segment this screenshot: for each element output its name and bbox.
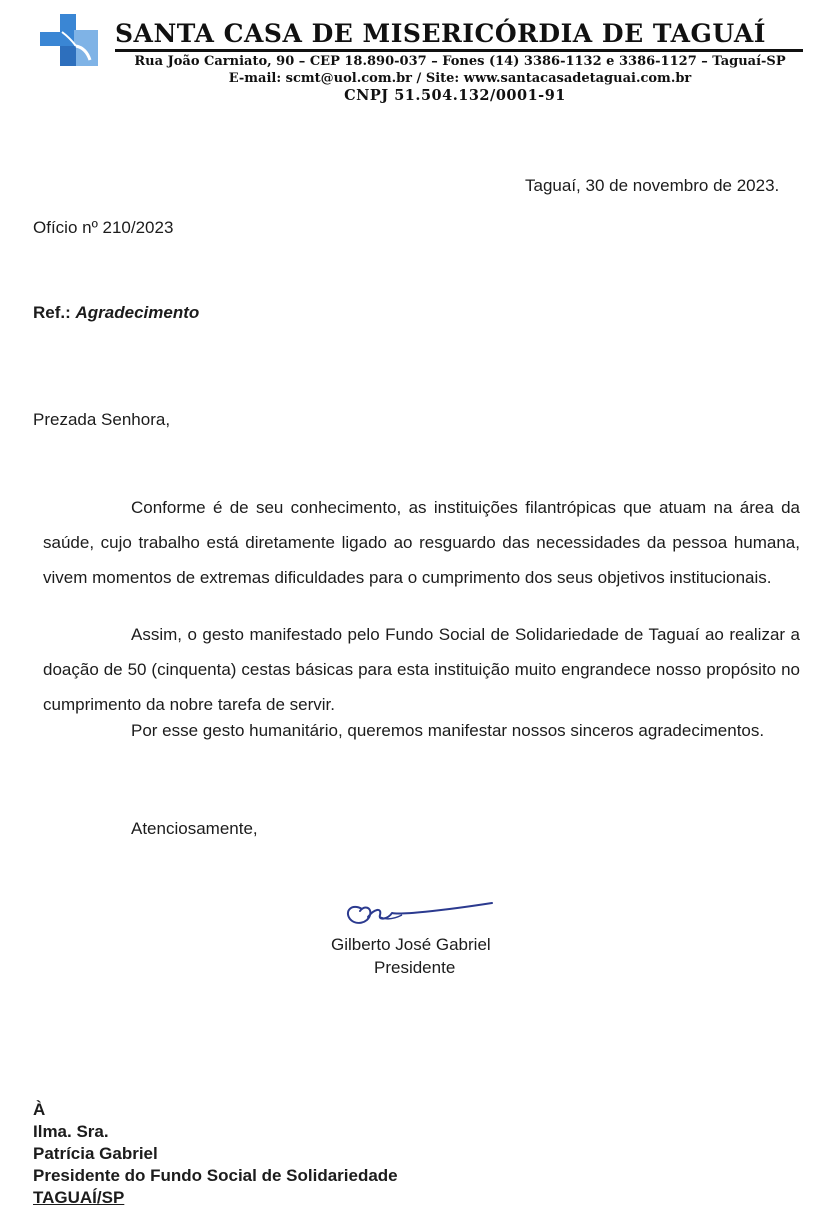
reference-subject: Agradecimento bbox=[75, 303, 200, 322]
reference-line bbox=[33, 303, 199, 323]
body-paragraph-3: Por esse gesto humanitário, queremos manifestar nossos sinceros agradecimentos. bbox=[131, 721, 765, 740]
oficio-number: Ofício nº 210/2023 bbox=[33, 218, 174, 237]
body-paragraph-2: Assim, o gesto manifestado pelo Fundo Social de Solidariedade de Taguaí ao realizar a doação de 50 (cinquenta) cestas básicas para esta instituição muito engrandece nosso propósito no cumprimento da nobre tarefa de servir. bbox=[43, 625, 800, 714]
salutation: Prezada Senhora, bbox=[33, 410, 171, 429]
blue-cross-logo-icon bbox=[40, 14, 98, 66]
recipient-name: Patrícia Gabriel bbox=[33, 1144, 158, 1163]
recipient-role: Presidente do Fundo Social de Solidariedade bbox=[33, 1166, 398, 1185]
recipient-honorific: Ilma. Sra. bbox=[33, 1122, 109, 1141]
contact-line: E-mail: scmt@uol.com.br / Site: www.santacasadetaguai.com.br bbox=[228, 71, 692, 86]
body-paragraph-1: Conforme é de seu conhecimento, as instituições filantrópicas que atuam na área da saúde, cujo trabalho está diretamente ligado ao resguardo das necessidades da pessoa humana, vivem momentos de extremas dificuldades para o cumprimento dos seus objetivos institucionais. bbox=[43, 498, 800, 587]
recipient-city: TAGUAÍ/SP bbox=[33, 1188, 125, 1207]
closing: Atenciosamente, bbox=[131, 819, 258, 838]
handwritten-signature-icon bbox=[330, 893, 495, 933]
header-rule bbox=[115, 49, 803, 52]
signer-title: Presidente bbox=[374, 958, 456, 977]
signer-name: Gilberto José Gabriel bbox=[331, 935, 491, 954]
reference-label: Ref.: bbox=[33, 303, 71, 322]
organization-name: SANTA CASA DE MISERICÓRDIA DE TAGUAÍ bbox=[115, 19, 766, 48]
cnpj-line: CNPJ 51.504.132/0001-91 bbox=[344, 87, 566, 104]
address-line: Rua João Carniato, 90 – CEP 18.890-037 – Fones (14) 3386-1132 e 3386-1127 – Taguaí-SP bbox=[134, 54, 786, 69]
letter-date: Taguaí, 30 de novembro de 2023. bbox=[525, 176, 780, 195]
recipient-to: À bbox=[33, 1100, 46, 1119]
